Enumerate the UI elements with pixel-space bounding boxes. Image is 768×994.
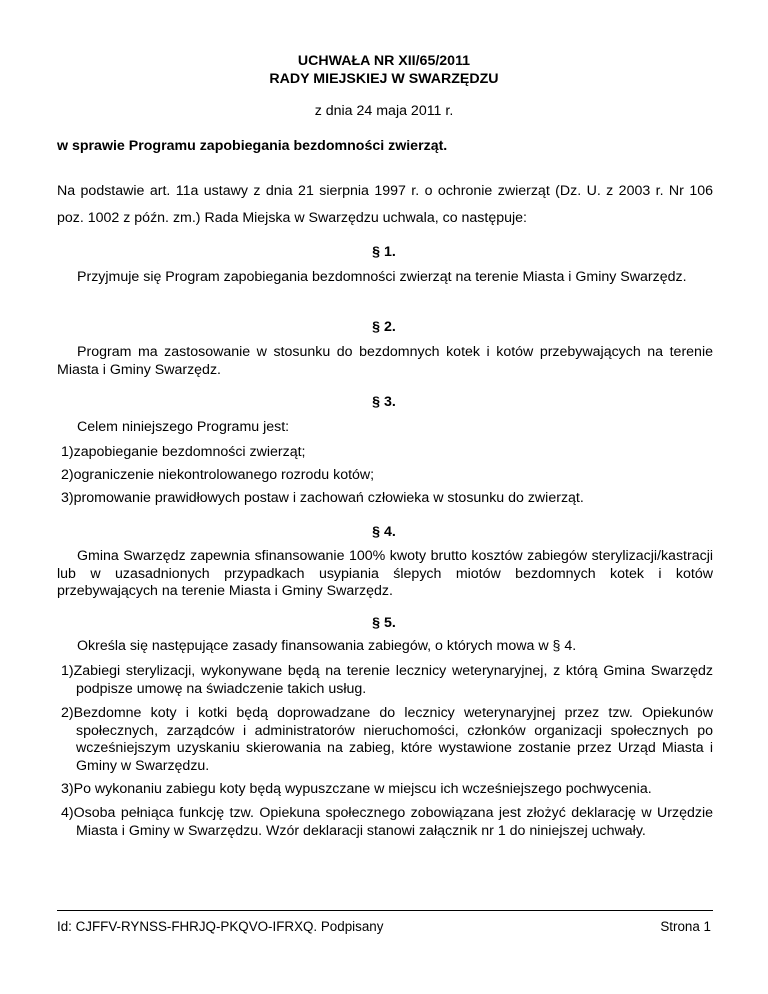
- section-1-heading: § 1.: [372, 244, 396, 260]
- section-5-item-text: 4)Osoba pełniąca funkcję tzw. Opiekuna społecznego zobowiązana jest złożyć deklarację w Urzędzie Miasta i Gminy w Swarzędzu. Wzór deklaracji stanowi załącznik nr 1 do niniejszej uchwały.: [61, 805, 713, 839]
- document-id: Id: CJFFV-RYNSS-FHRJQ-PKQVO-IFRXQ. Podpisany: [57, 919, 384, 934]
- section-3-item-text: 1)zapobieganie bezdomności zwierząt;: [61, 444, 306, 460]
- section-4-heading: § 4.: [372, 524, 396, 540]
- section-1-text: Przyjmuje się Program zapobiegania bezdomności zwierząt na terenie Miasta i Gminy Swarzędz.: [77, 269, 687, 285]
- section-5-item: [61, 805, 713, 840]
- section-5-item: [61, 663, 713, 698]
- section-3-item: [61, 490, 713, 508]
- section-5-item: [61, 781, 713, 799]
- footer-divider: [57, 910, 713, 911]
- section-5-item-text: 2)Bezdomne koty i kotki będą doprowadzane do lecznicy weterynaryjnej przez tzw. Opiekunów społecznych, zarządców i administratorów nieruchomości, członków organizacji społecznych po wcześniejszym uzyskaniu skierowania na zabieg, które wystawione zostanie przez Urząd Miasta i Gminy w Swarzędzu.: [61, 705, 713, 774]
- section-5-item-text: 3)Po wykonaniu zabiegu koty będą wypuszczane w miejscu ich wcześniejszego pochwycenia.: [61, 781, 652, 797]
- preamble: Na podstawie art. 11a ustawy z dnia 21 sierpnia 1997 r. o ochronie zwierząt (Dz. U. z 2003 r. Nr 106 poz. 1002 z późn. zm.) Rada Miejska w Swarzędzu uchwala, co następuje:: [57, 183, 713, 226]
- section-4-text: Gmina Swarzędz zapewnia sfinansowanie 100% kwoty brutto kosztów zabiegów sterylizacji/kastracji lub w uzasadnionych przypadkach usypiania ślepych miotów bezdomnych kotek i kotów przebywających na terenie Miasta i Gminy Swarzędz.: [57, 548, 713, 600]
- section-3-heading: § 3.: [372, 394, 396, 410]
- section-3-item: [61, 444, 713, 462]
- resolution-date: z dnia 24 maja 2011 r.: [314, 103, 454, 119]
- council-name: RADY MIEJSKIEJ W SWARZĘDZU: [269, 71, 499, 87]
- section-3-item: [61, 467, 713, 485]
- section-5-intro: Określa się następujące zasady finansowania zabiegów, o których mowa w § 4.: [77, 638, 577, 654]
- section-5-item-text: 1)Zabiegi sterylizacji, wykonywane będą na terenie lecznicy weterynaryjnej, z którą Gmina Swarzędz podpisze umowę na świadczenie takich usług.: [61, 663, 713, 697]
- section-5-heading: § 5.: [372, 615, 396, 631]
- section-5-item: [61, 705, 713, 775]
- section-3-item-text: 2)ograniczenie niekontrolowanego rozrodu kotów;: [61, 467, 375, 483]
- section-2-heading: § 2.: [372, 319, 396, 335]
- resolution-number: UCHWAŁA NR XII/65/2011: [297, 53, 471, 69]
- page-number: Strona 1: [660, 919, 711, 934]
- section-2-text: Program ma zastosowanie w stosunku do bezdomnych kotek i kotów przebywających na terenie Miasta i Gminy Swarzędz.: [57, 344, 713, 378]
- section-3-intro: Celem niniejszego Programu jest:: [77, 419, 290, 435]
- resolution-subject: w sprawie Programu zapobiegania bezdomności zwierząt.: [57, 138, 448, 154]
- section-3-item-text: 3)promowanie prawidłowych postaw i zachowań człowieka w stosunku do zwierząt.: [61, 490, 584, 506]
